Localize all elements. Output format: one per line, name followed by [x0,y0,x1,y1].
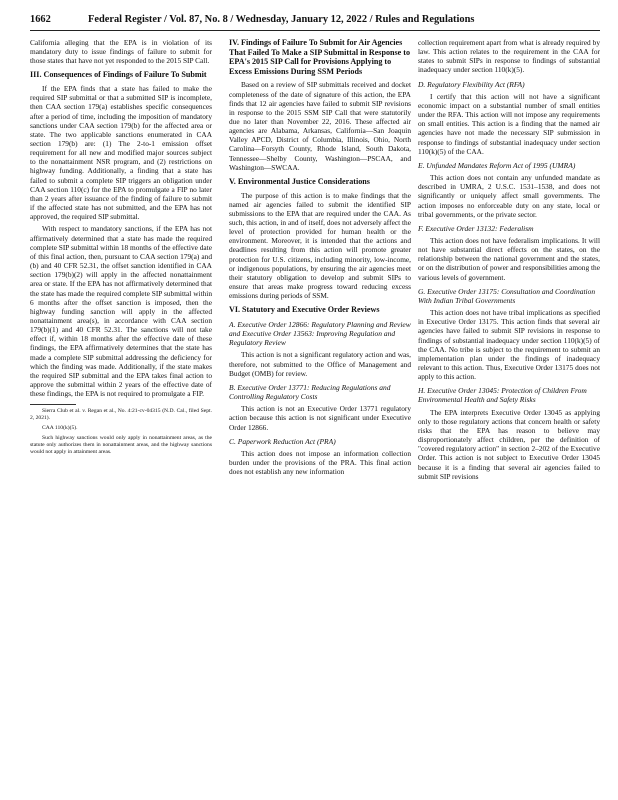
subsection-heading-eo13175: G. Executive Order 13175: Consultation and Coordination With Indian Tribal Governments [418,286,596,305]
footnote: Such highway sanctions would only apply in nonattainment areas, as the statute only authorizes them in nonattainment areas, and the highway sanctions would not apply in attainment areas. [30,435,212,455]
column-2 [229,38,411,479]
column-1 [30,38,212,459]
paragraph: Based on a review of SIP submittals received and docket completeness of the date of signature of this action, the EPA finds that 12 air agencies have failed to submit SIP revisions in response to the 2015 SSM SIP Call that were statutorily due no later than November 22, 2016. These affected air agencies are Alabama, Arkansas, California—San Joaquin Valley APCD, District of Columbia, Illinois, Ohio, North Carolina—Forsyth County, Rhode Island, South Dakota, Tennessee—Shelby County, Washington—PSCAA, and Washington—SWCAA. [229,80,411,172]
footnote: CAA 110(k)(5). [42,425,78,432]
subsection-heading-umra: E. Unfunded Mandates Reform Act of 1995 (UMRA) [418,160,576,170]
paragraph: This action does not impose an information collection burden under the provisions of the PRA. This final action does not establish any new information [229,448,411,477]
paragraph: This action is not a significant regulatory action and was, therefore, not submitted to the Office of Management and Budget (OMB) for review. [229,350,411,378]
subsection-heading-pra: C. Paperwork Reduction Act (PRA) [229,436,336,446]
subsection-heading-eo13771: B. Executive Order 13771: Reducing Regulations and Controlling Regulatory Costs [229,382,391,402]
paragraph: I certify that this action will not have a significant economic impact on a substantial number of small entities under the RFA. This action will not impose any requirements on small entities. This action is a finding that the named air agencies have not made the necessary SIP submission in response to findings of substantial inadequacy under section 110(k)(5) of the CAA. [418,91,600,156]
paragraph: If the EPA finds that a state has failed to make the required SIP submittal or that a submitted SIP is incomplete, then CAA section 179(a) establishes specific consequences after a period of time, including the imposition of mandatory sanctions under CAA section 179(b) for the affected area or state. The two applicable sanctions enumerated in CAA section 179(b) are: (1) The 2-to-1 emission offset requirement for all new and modified major sources subject to the nonattainment NSR program, and (2) restrictions on highway funding. Additionally, a finding that a state has failed to submit a complete SIP triggers an obligation under CAA section 110(c) for the EPA to promulgate a FIP no later than 2 years after issuance of the finding of failure to submit if the affected state has not submitted, and the EPA has not approved, the required SIP submittal. [30,84,212,222]
paragraph: The EPA interprets Executive Order 13045 as applying only to those regulatory actions that concern health or safety risks that the EPA has reason to believe may disproportionately affect children, per the definition of "covered regulatory action" in section 2–202 of the Executive Order. This action is not subject to Executive Order 13045 because it is a finding that several air agencies failed to submit SIP revisions [418,407,600,481]
paragraph: The purpose of this action is to make findings that the named air agencies failed to submit the identified SIP submissions to the EPA that are required under the CAA. As such, this action, in and of itself, does not adversely affect the level of protection provided for human health or the environment. Moreover, it is intended that the actions and deadlines resulting from this action will promote greater protection for U.S. citizens, including minority, low-income, or indigenous populations, by ensuring the air agencies meet their statutory obligation to develop and submit SIPs to ensure that areas make progress toward reducing excess emissions during periods of SSM. [229,190,411,301]
column-3 [418,38,600,484]
subsection-heading-rfa: D. Regulatory Flexibility Act (RFA) [418,79,525,89]
paragraph: This action does not contain any unfunded mandate as described in UMRA, 2 U.S.C. 1531–1538, and does not significantly or uniquely affect small governments. The action imposes no enforceable duty on any state, local or tribal governments, or the private sector. [418,173,600,219]
subsection-heading-eo13045: H. Executive Order 13045: Protection of Children From Environmental Health and Safety Risks [418,386,587,405]
footnote-divider [30,404,76,405]
paragraph: collection requirement apart from what is already required by law. This action relates to the requirement in the CAA for states to submit SIPs in response to findings of substantial inadequacy under section 110(k)(5). [418,38,600,75]
footnote: Sierra Club et al. v. Regan et al., No. 4:21-cv-04315 (N.D. Cal., filed Sept. 2, 2021). [30,408,212,422]
subsection-heading-eo12866: A. Executive Order 12866: Regulatory Planning and Review and Executive Order 13563: Improving Regulation and Regulatory Review [229,320,411,348]
section-heading-consequences: III. Consequences of Findings of Failure To Submit [30,70,207,80]
running-title: Federal Register / Vol. 87, No. 8 / Wednesday, January 12, 2022 / Rules and Regulations [88,14,475,25]
paragraph: This action is not an Executive Order 13771 regulatory action because this action is not significant under Executive Order 12866. [229,404,411,432]
paragraph: With respect to mandatory sanctions, if the EPA has not affirmatively determined that a state has made the required complete SIP submittal within 18 months of the effective date of this final action, then, pursuant to CAA section 179(a) and (b) and 40 CFR 52.31, the offset sanction identified in CAA section 179(b)(2) will apply in the affected nonattainment area or state. If the EPA has not affirmatively determined that the state has made the required complete SIP submittal within 6 months after the offset sanction is imposed, then the highway funding sanction will apply in the affected nonattainment area(s), in accordance with CAA section 179(b)(1) and 40 CFR 52.31. The sanctions will not take effect if, within 18 months after the effective date of these findings, the EPA affirmatively determines that the state has made a complete SIP submittal addressing the deficiency for which the finding was made. Additionally, if the state makes the required SIP submittal and the EPA takes final action to approve the submittal within 2 years of the effective date of these findings, the EPA is not required to promulgate a FIP. [30,224,212,399]
section-heading-statutory-reviews: VI. Statutory and Executive Order Reviews [229,305,380,315]
subsection-heading-eo13132: F. Executive Order 13132: Federalism [418,223,534,233]
section-heading-findings: IV. Findings of Failure To Submit for Air Agencies That Failed To Make a SIP Submittal in Response to EPA's 2015 SIP Call for Provisions Applying to Excess Emissions During SSM Periods [229,38,411,76]
page-header [30,14,600,31]
paragraph: This action does not have tribal implications as specified in Executive Order 13175. This action finds that several air agencies have failed to submit SIP revisions in response to findings of substantial inadequacy under section 110(k)(5) of the CAA. No tribe is subject to the requirement to submit an implementation plan under the findings of inadequacy relevant to this action. Thus, Executive Order 13175 does not apply to this action. [418,308,600,382]
page-number: 1662 [30,14,51,25]
section-heading-environmental-justice: V. Environmental Justice Considerations [229,176,370,186]
paragraph: California alleging that the EPA is in violation of its mandatory duty to issue findings of failure to submit for those states that have not yet responded to the 2015 SIP Call. [30,38,212,66]
paragraph: This action does not have federalism implications. It will not have substantial direct effects on the states, on the relationship between the national government and the states, or on the distribution of power and responsibilities among the various levels of government. [418,235,600,282]
